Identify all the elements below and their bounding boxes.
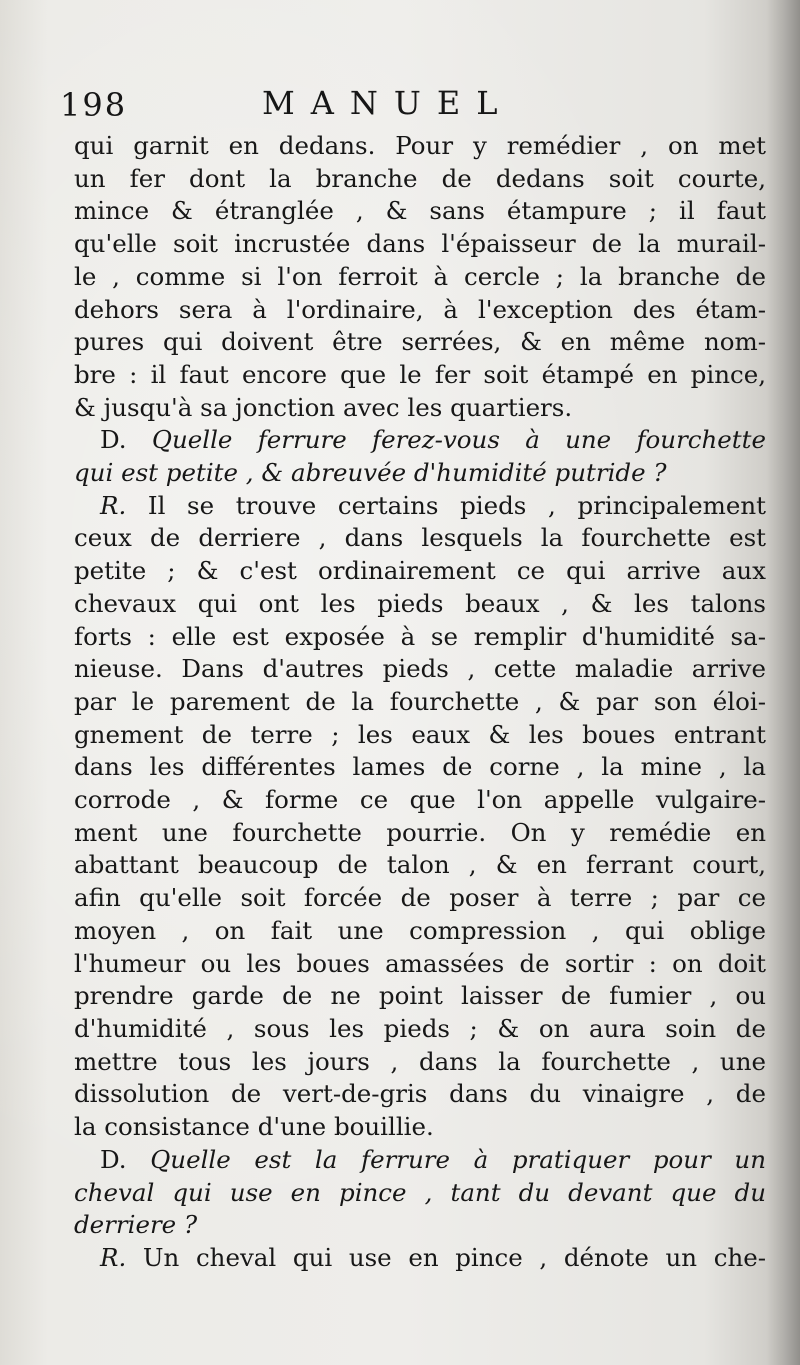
line-text: nieuse. Dans d'autres pieds , cette maladie arrive: [74, 654, 766, 684]
text-line: [74, 522, 766, 555]
line-text: mettre tous les jours , dans la fourchette , une: [74, 1046, 766, 1076]
line-text: & jusqu'à sa jonction avec les quartiers.: [74, 392, 573, 422]
text-line: [74, 849, 766, 882]
text-line: [74, 228, 766, 261]
text-line: [74, 555, 766, 588]
line-text: Un cheval qui use en pince , dénote un che-: [142, 1242, 766, 1272]
text-line: [74, 915, 766, 948]
text-line: [74, 392, 766, 425]
line-text: gnement de terre ; les eaux & les boues entrant: [74, 719, 766, 749]
text-line: [74, 163, 766, 196]
line-text: prendre garde de ne point laisser de fumier , ou: [74, 981, 766, 1011]
line-text: qui est petite , & abreuvée d'humidité putride ?: [74, 458, 667, 488]
line-text: par le parement de la fourchette , & par son éloi-: [74, 686, 766, 716]
line-text: Il se trouve certains pieds , principalement: [147, 490, 766, 520]
line-text: chevaux qui ont les pieds beaux , & les talons: [74, 588, 766, 618]
text-line: [74, 1177, 766, 1210]
line-text: un fer dont la branche de dedans soit courte,: [74, 163, 766, 193]
text-line: [74, 1111, 766, 1144]
text-line: [74, 490, 766, 523]
line-text: Quelle ferrure ferez-vous à une fourchette: [151, 425, 766, 455]
line-text: qui garnit en dedans. Pour y remédier , on met: [74, 131, 766, 160]
text-line: [74, 686, 766, 719]
line-text: corrode , & forme ce que l'on appelle vulgaire-: [74, 785, 766, 815]
line-text: bre : il faut encore que le fer soit étampé en pince,: [74, 359, 766, 389]
text-line: [74, 326, 766, 359]
text-line: [74, 653, 766, 686]
text-line: [74, 195, 766, 228]
line-text: dissolution de vert-de-gris dans du vinaigre , de: [74, 1079, 766, 1109]
line-text: forts : elle est exposée à se remplir d'humidité sa-: [74, 621, 766, 651]
line-text: d'humidité , sous les pieds ; & on aura soin de: [74, 1013, 766, 1043]
text-line: [74, 424, 766, 457]
text-line: [74, 130, 766, 163]
text-line: [74, 359, 766, 392]
text-line: [74, 457, 766, 490]
text-line: [74, 261, 766, 294]
page-header: [0, 78, 800, 128]
text-line: [74, 1078, 766, 1111]
dialogue-label: R.: [100, 490, 148, 520]
line-text: cheval qui use en pince , tant du devant que du: [74, 1177, 766, 1207]
line-text: dans les différentes lames de corne , la mine , la: [74, 752, 766, 782]
dialogue-label: D.: [100, 1144, 151, 1174]
line-text: dehors sera à l'ordinaire, à l'exception des étam-: [74, 294, 766, 324]
text-line: [74, 817, 766, 850]
text-line: [74, 719, 766, 752]
text-line: [74, 784, 766, 817]
line-text: le , comme si l'on ferroit à cercle ; la branche de: [74, 261, 766, 291]
line-text: moyen , on fait une compression , qui oblige: [74, 915, 766, 945]
text-line: [74, 1209, 766, 1242]
text-line: [74, 948, 766, 981]
text-line: [74, 1013, 766, 1046]
line-text: petite ; & c'est ordinairement ce qui arrive aux: [74, 556, 766, 586]
line-text: ment une fourchette pourrie. On y remédie en: [74, 817, 766, 847]
text-line: [74, 1144, 766, 1177]
binding-shadow: [766, 0, 800, 1365]
text-line: [74, 751, 766, 784]
text-line: [74, 1242, 766, 1275]
line-text: ceux de derriere , dans lesquels la fourchette est: [74, 523, 766, 553]
text-line: [74, 294, 766, 327]
line-text: qu'elle soit incrustée dans l'épaisseur de la murail-: [74, 229, 766, 259]
line-text: la consistance d'une bouillie.: [74, 1112, 434, 1142]
running-title: MANUEL: [262, 84, 514, 122]
line-text: derriere ?: [74, 1210, 198, 1240]
line-text: abattant beaucoup de talon , & en ferrant court,: [74, 850, 766, 880]
line-text: pures qui doivent être serrées, & en même nom-: [74, 327, 766, 357]
line-text: afin qu'elle soit forcée de poser à terre ; par ce: [74, 883, 766, 913]
line-text: mince & étranglée , & sans étampure ; il faut: [74, 196, 766, 226]
dialogue-label: R.: [100, 1242, 143, 1272]
text-line: [74, 588, 766, 621]
page-number: 198: [60, 86, 128, 124]
dialogue-label: D.: [100, 425, 152, 455]
text-line: [74, 980, 766, 1013]
text-line: [74, 621, 766, 654]
line-text: l'humeur ou les boues amassées de sortir : on doit: [74, 948, 766, 978]
text-line: [74, 882, 766, 915]
body-text: [74, 130, 766, 1275]
text-line: [74, 1046, 766, 1079]
line-text: Quelle est la ferrure à pratiquer pour un: [150, 1144, 766, 1174]
